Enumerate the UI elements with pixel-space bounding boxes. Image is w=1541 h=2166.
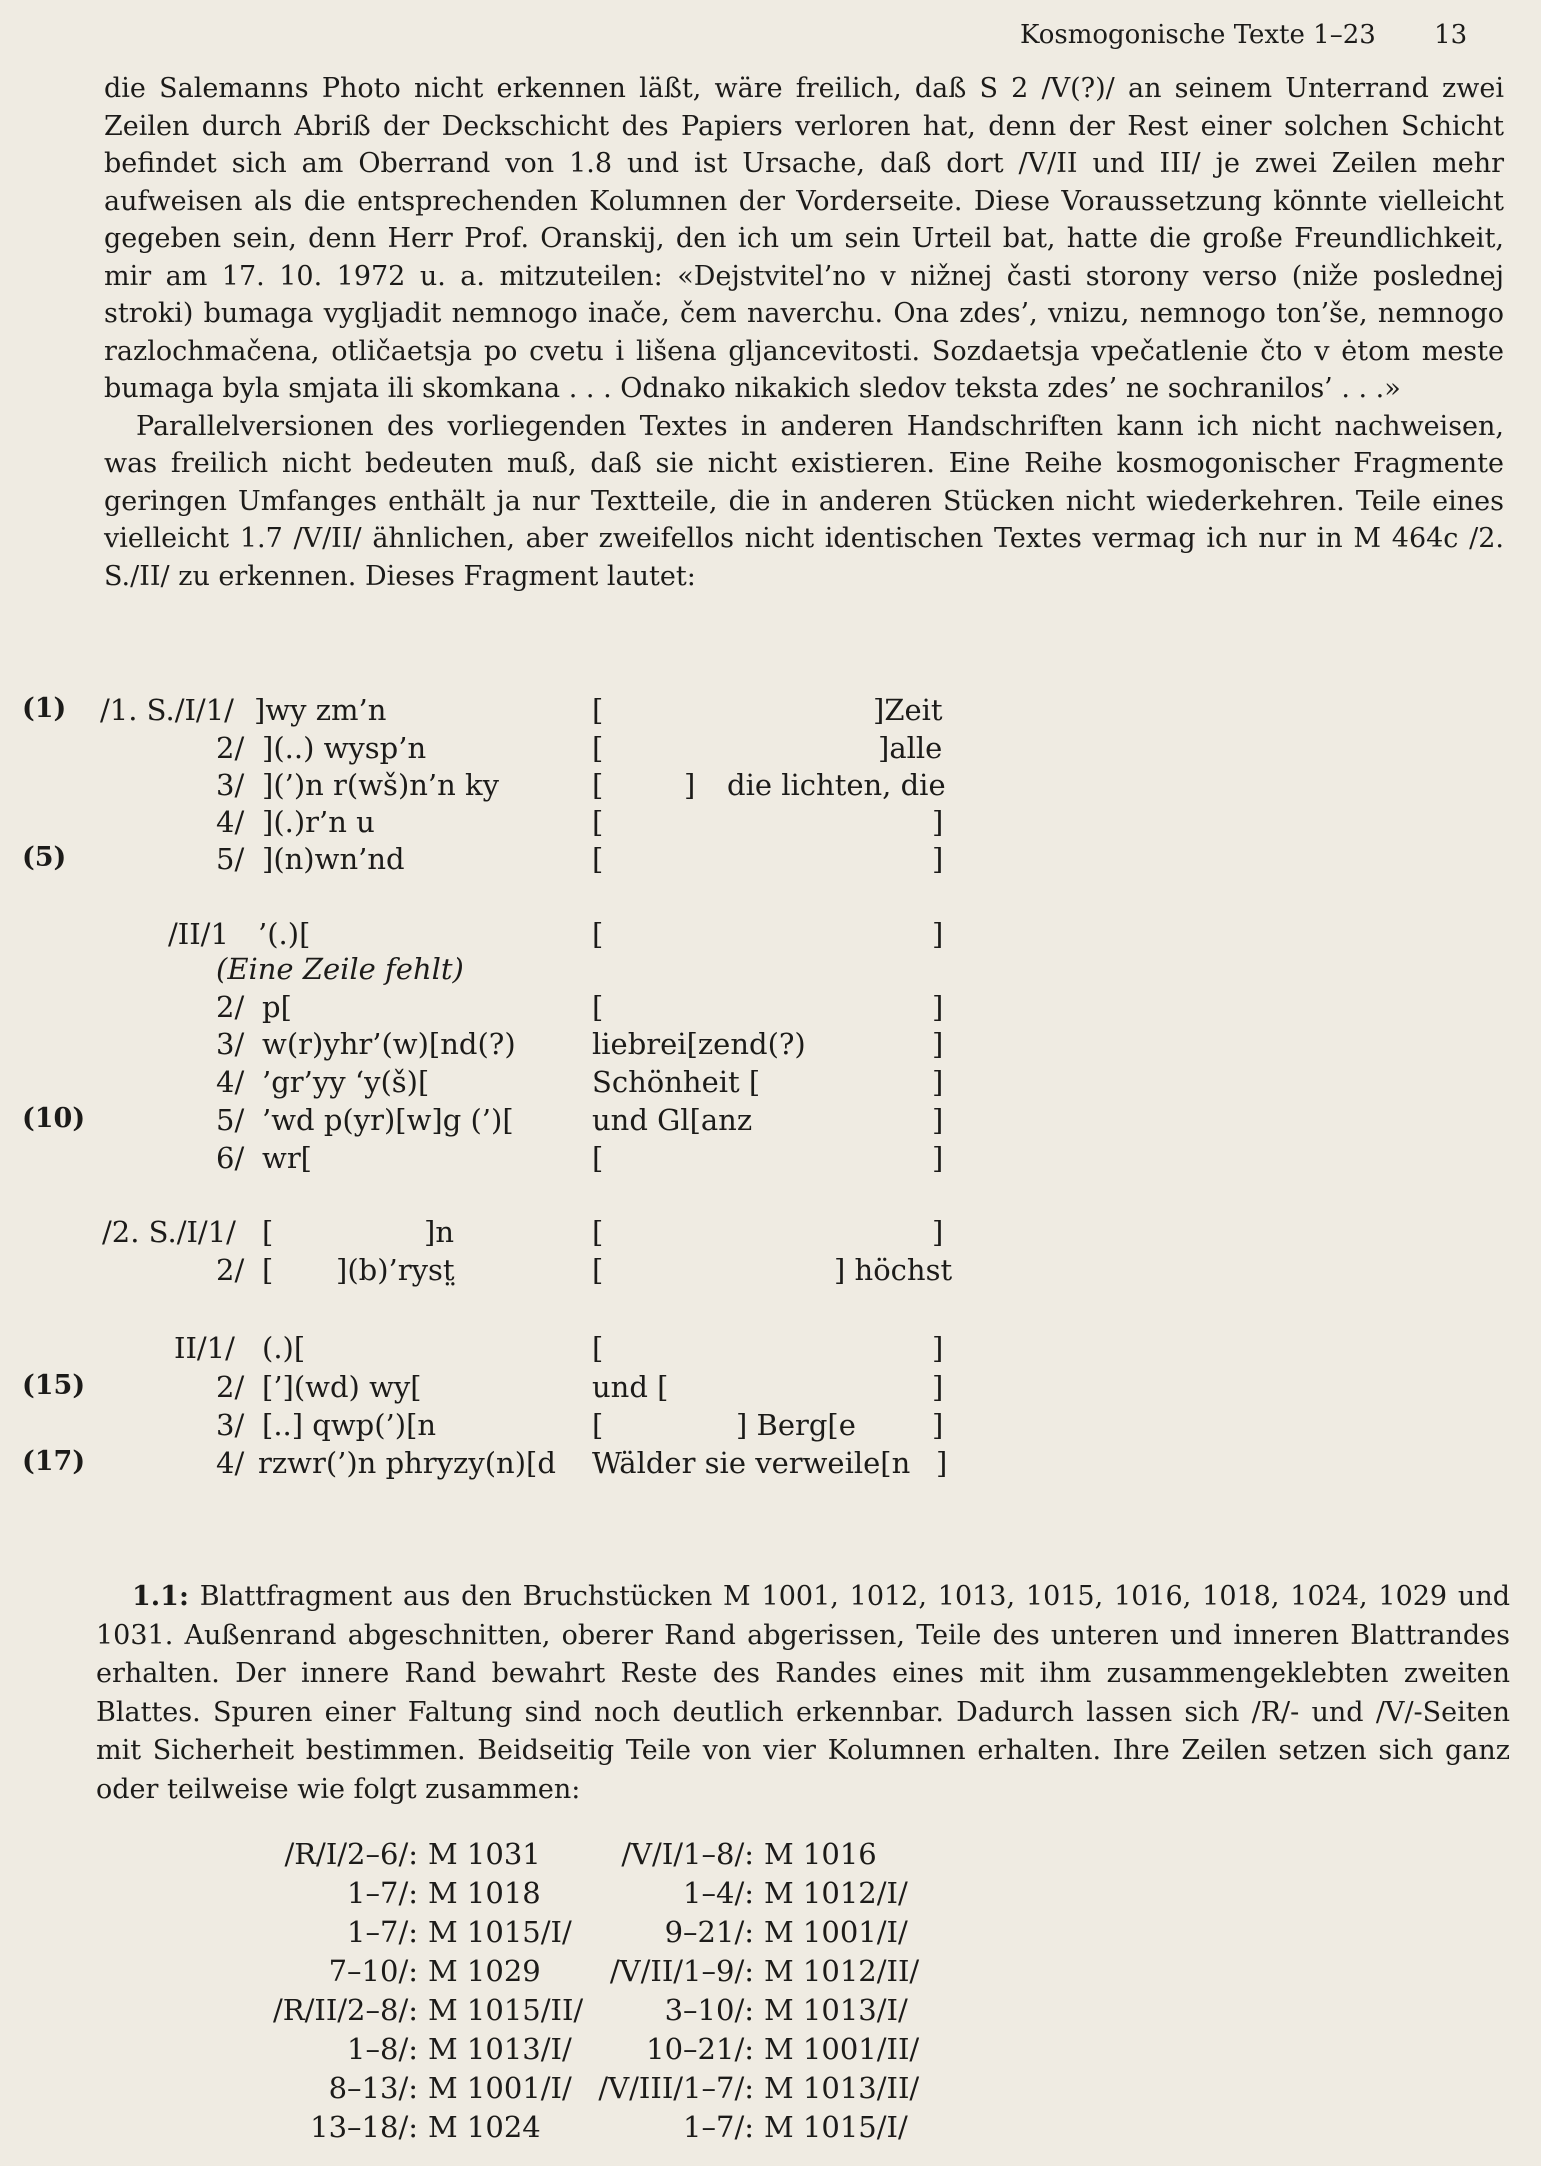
line-range: 7–10/: (328, 1954, 418, 1988)
translation-mid: ] (684, 768, 696, 802)
transliteration-end: ](b)’ryst̤ (336, 1253, 455, 1287)
fragment-line (0, 768, 1000, 806)
fragment-line (0, 917, 1000, 955)
manuscript-ref: M 1018 (428, 1876, 541, 1910)
translation-end: ] (932, 1215, 944, 1249)
manuscript-ref: M 1016 (764, 1837, 877, 1871)
line-range: /V/II/1–9/: (609, 1954, 754, 1988)
translation-end: ] (932, 805, 944, 839)
transliteration: ](.)r’n u (262, 805, 375, 839)
manuscript-ref: M 1001/II/ (764, 2032, 920, 2066)
transliteration: ’gr’yy ‘y(š)[ (262, 1065, 430, 1099)
line-range: /R/II/2–8/: (273, 1993, 418, 2027)
line-ref: /1. S./I/1/ (100, 693, 234, 727)
line-ref: 3/ (216, 1027, 245, 1061)
translation: [ (592, 1331, 604, 1365)
translation-end: ] (932, 990, 944, 1024)
manuscript-ref: M 1013/I/ (428, 2032, 572, 2066)
translation-end: ] (932, 1027, 944, 1061)
translation-end: ] (932, 1331, 944, 1365)
line-ref: 3/ (216, 1408, 245, 1442)
paragraph: die Salemanns Photo nicht erkennen läßt, wäre freilich, daß S 2 /V(?)/ an seinem Unterrand zwei Zeilen durch Abriß der Deckschicht des Papiers verloren hat, denn der Rest einer solchen Schicht befindet sich am Oberrand von 1.8 und ist Ursache, daß dort /V/II und III/ je zwei Zeilen mehr aufweisen als die entsprechenden Kolumnen der Vorderseite. Diese Voraussetzung könnte vielleicht gegeben sein, denn Herr Prof. Oranskij, den ich um sein Urteil bat, hatte die große Freundlichkeit, mir am 17. 10. 1972 u. a. mitzuteilen: «Dejstvitel’no v nižnej časti storony verso (niže poslednej stroki) bumaga vygljadit nemnogo inače, čem naverchu. Ona zdes’, vnizu, nemnogo ton’še, nemnogo razlochmačena, otličaetsja po cvetu i lišena gljancevitosti. Sozdaetsja vpečatlenie čto v ėtom meste bumaga byla smjata ili skomkana . . . Odnako nikakich sledov teksta zdes’ ne sochranilos’ . . .» (104, 73, 1504, 404)
fragment-line (0, 1103, 1000, 1141)
line-range: 1–7/: (347, 1876, 418, 1910)
translation-end: ] (932, 1141, 944, 1175)
line-range: /V/III/1–7/: (598, 2071, 754, 2105)
manuscript-ref: M 1015/I/ (764, 2110, 908, 2144)
transliteration: p[ (262, 990, 292, 1024)
transliteration: [ (262, 1215, 274, 1249)
translation-end: ]alle (878, 731, 943, 765)
fragment-line (0, 731, 1000, 769)
translation: [ (592, 768, 604, 802)
translation: [ (592, 1253, 604, 1287)
line-range: 9–21/: (664, 1915, 754, 1949)
translation: [ (592, 917, 604, 951)
transliteration: [ (262, 1253, 274, 1287)
translation: [ (592, 1215, 604, 1249)
line-ref: 5/ (216, 1103, 245, 1137)
manuscript-ref: M 1031 (428, 1837, 541, 1871)
transliteration: [..] qwp(’)[n (262, 1408, 437, 1442)
transliteration: [’](wd) wy[ (262, 1370, 422, 1404)
fragment-line (0, 1370, 1000, 1408)
line-number: (10) (22, 1103, 86, 1134)
translation: Wälder sie verweile[n (592, 1446, 911, 1480)
translation: [ (592, 731, 604, 765)
line-number: (5) (22, 842, 67, 873)
line-ref: /2. S./I/1/ (102, 1215, 236, 1249)
line-ref: 4/ (216, 1065, 245, 1099)
translation-end: ] höchst (834, 1253, 953, 1287)
fragment-line (0, 805, 1000, 843)
translation: Schönheit [ (592, 1065, 761, 1099)
translation-end: ] (932, 1370, 944, 1404)
fragment-line (0, 1065, 1000, 1103)
line-range: /R/I/2–6/: (284, 1837, 418, 1871)
manuscript-ref: M 1029 (428, 1954, 541, 1988)
line-range: 1–8/: (347, 2032, 418, 2066)
translation: [ (592, 693, 604, 727)
manuscript-ref: M 1013/I/ (764, 1993, 908, 2027)
fragment-line (0, 1446, 1000, 1484)
manuscript-ref: M 1001/I/ (428, 2071, 572, 2105)
lacuna-note: (Eine Zeile fehlt) (216, 952, 464, 986)
translation-mid: ] Berg[e (736, 1408, 856, 1442)
line-number: (1) (22, 693, 67, 724)
section-text: Blattfragment aus den Bruchstücken M 1001, 1012, 1013, 1015, 1016, 1018, 1024, 1029 und 1031. Außenrand abgeschnitten, oberer Rand abgerissen, Teile des unteren und inneren Blattrandes erhalten. Der innere Rand bewahrt Reste des Randes eines mit ihm zusammengeklebten zweiten Blattes. Spuren einer Faltung sind noch deutlich erkennbar. Dadurch lassen sich /R/- und /V/-Seiten mit Sicherheit bestimmen. Beidseitig Teile von vier Kolumnen erhalten. Ihre Zeilen setzen sich ganz oder teilweise wie folgt zusammen: (96, 1581, 1510, 1805)
manuscript-ref: M 1012/II/ (764, 1954, 920, 1988)
translation: [ (592, 842, 604, 876)
line-ref: 6/ (216, 1141, 245, 1175)
translation-end: ] (932, 1103, 944, 1137)
transliteration: ](’)n r(wš)n’n ky (262, 768, 499, 802)
translation: [ (592, 805, 604, 839)
fragment-line (0, 1141, 1000, 1179)
line-ref: 2/ (216, 731, 245, 765)
line-range: 3–10/: (664, 1993, 754, 2027)
line-ref: /II/1 (168, 917, 229, 951)
line-ref: II/1/ (174, 1331, 235, 1365)
translation-end: die lichten, die (727, 768, 946, 802)
line-ref: 5/ (216, 842, 245, 876)
fragment-line (0, 693, 1000, 731)
section-1-1 (96, 1578, 1510, 1809)
line-ref: 4/ (216, 1446, 245, 1480)
manuscript-ref: M 1012/I/ (764, 1876, 908, 1910)
running-header (1020, 20, 1467, 50)
manuscript-ref: M 1001/I/ (764, 1915, 908, 1949)
line-range: 1–7/: (347, 1915, 418, 1949)
paragraph (96, 1578, 1510, 1809)
transliteration: ’(.)[ (258, 917, 311, 951)
line-ref: 2/ (216, 1253, 245, 1287)
translation-end: ] (932, 842, 944, 876)
fragment-line (0, 1253, 1000, 1291)
transliteration: ’wd p(yr)[w]g (’)[ (262, 1103, 514, 1137)
fragment-line (0, 1215, 1000, 1253)
line-number: (17) (22, 1446, 86, 1477)
fragment-line (0, 1408, 1000, 1446)
header-title: Kosmogonische Texte 1–23 (1020, 20, 1376, 50)
section-label: 1.1: (132, 1581, 189, 1612)
translation-end: ]Zeit (873, 693, 943, 727)
translation-end: ] (932, 1408, 944, 1442)
translation-end: ] (936, 1446, 948, 1480)
fragment-line (0, 1027, 1000, 1065)
translation: und [ (592, 1370, 669, 1404)
line-range: 10–21/: (646, 2032, 754, 2066)
transliteration: wr[ (262, 1141, 312, 1175)
transliteration: (.)[ (262, 1331, 306, 1365)
line-ref: 2/ (216, 990, 245, 1024)
manuscript-ref: M 1015/I/ (428, 1915, 572, 1949)
paragraph: Parallelversionen des vorliegenden Textes in anderen Handschriften kann ich nicht nachweisen, was freilich nicht bedeuten muß, daß sie nicht existieren. Eine Reihe kosmogonischer Fragmente geringen Umfanges enthält ja nur Textteile, die in anderen Stücken nicht wiederkehren. Teile eines vielleicht 1.7 /V/II/ ähnlichen, aber zweifellos nicht identischen Textes vermag ich nur in M 464c /2. S./II/ zu erkennen. Dieses Fragment lautet: (104, 410, 1504, 592)
transliteration: ](n)wn’nd (262, 842, 405, 876)
fragment-line (0, 1331, 1000, 1369)
line-ref: 4/ (216, 805, 245, 839)
page-number: 13 (1434, 20, 1468, 50)
translation: [ (592, 1141, 604, 1175)
line-ref: 3/ (216, 768, 245, 802)
line-range: 8–13/: (328, 2071, 418, 2105)
line-range: 1–7/: (683, 2110, 754, 2144)
transliteration: ](..) wysp’n (262, 731, 427, 765)
translation-end: ] (932, 917, 944, 951)
translation: und Gl[anz (592, 1103, 753, 1137)
translation: [ (592, 1408, 604, 1442)
transliteration: ]wy zm’n (254, 693, 387, 727)
fragment-line (0, 990, 1000, 1028)
transliteration-end: ]n (424, 1215, 454, 1249)
line-number: (15) (22, 1370, 86, 1401)
manuscript-ref: M 1015/II/ (428, 1993, 584, 2027)
line-ref: 2/ (216, 1370, 245, 1404)
manuscript-ref: M 1024 (428, 2110, 541, 2144)
fragment-line (0, 842, 1000, 880)
translation: [ (592, 990, 604, 1024)
fragment-line (0, 952, 1000, 990)
translation-end: ] (932, 1065, 944, 1099)
intro-text (104, 70, 1504, 595)
line-range: /V/I/1–8/: (621, 1837, 754, 1871)
line-range: 1–4/: (683, 1876, 754, 1910)
transliteration: rzwr(’)n phryzy(n)[d (258, 1446, 556, 1480)
transliteration: w(r)yhr’(w)[nd(?) (262, 1027, 516, 1061)
manuscript-ref: M 1013/II/ (764, 2071, 920, 2105)
translation: liebrei[zend(?) (592, 1027, 806, 1061)
line-range: 13–18/: (310, 2110, 418, 2144)
